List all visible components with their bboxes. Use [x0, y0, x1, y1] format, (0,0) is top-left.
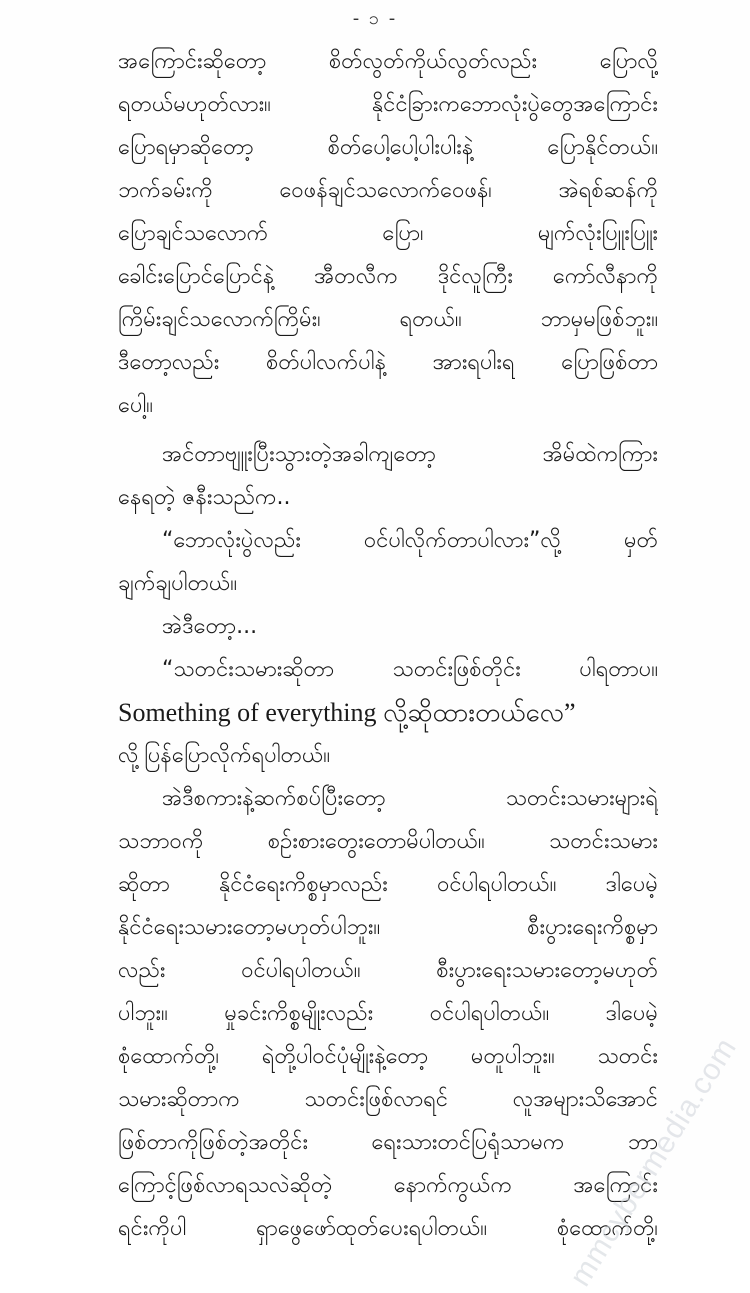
text-line: အဲဒီတော့...: [162, 614, 258, 639]
text-line: သဘာဝကို စဉ်းစားတွေးတောမိပါတယ်။ သတင်းသမား: [118, 829, 658, 854]
text-line: ကြိမ်းချင်သလောက်ကြိမ်း၊ ရတယ်။ ဘာမှမဖြစ်ဘူး။: [118, 307, 658, 332]
text-line: ရတယ်မဟုတ်လား။ နိုင်ငံခြားကဘောလုံးပွဲတွေအကြောင်း: [118, 92, 658, 117]
text-line: စုံထောက်တို့၊ ရဲတို့ပါဝင်ပုံမျိုးနဲ့တော့ မတူပါဘူး။ သတင်း: [118, 1044, 658, 1069]
text-line: နေရတဲ့ ဇနီးသည်က..: [118, 485, 291, 510]
watermark-logo: mmcybermedia.com: [563, 1031, 744, 1293]
text-line: “သတင်းသမားဆိုတာ သတင်းဖြစ်တိုင်း ပါရတာပ။: [162, 657, 658, 682]
text-line: ပြောချင်သလောက် ပြော၊ မျက်လုံးပြူးပြူး: [118, 221, 658, 246]
text-line: အကြောင်းဆိုတော့ စိတ်လွတ်ကိုယ်လွတ်လည်း ပြောလို့: [118, 49, 658, 74]
text-line: ရင်းကိုပါ ရှာဖွေဖော်ထုတ်ပေးရပါတယ်။ စုံထောက်တို့၊: [118, 1216, 658, 1241]
text-line: ကြောင့်ဖြစ်လာရသလဲဆိုတဲ့ နောက်ကွယ်က အကြောင်း: [118, 1173, 658, 1198]
text-line: ဖြစ်တာကိုဖြစ်တဲ့အတိုင်း ရေးသားတင်ပြရုံသာမက ဘာ: [118, 1130, 658, 1155]
text-line: လို့ပြန်ပြောလိုက်ရပါတယ်။: [118, 743, 331, 768]
text-line: လည်း ဝင်ပါရပါတယ်။ စီးပွားရေးသမားတော့မဟုတ်: [118, 958, 658, 983]
text-line: ပါဘူး။ မှုခင်းကိစ္စမျိုးလည်း ဝင်ပါရပါတယ်။ ဒါပေမဲ့: [118, 1001, 658, 1026]
text-line: သမားဆိုတာက သတင်းဖြစ်လာရင် လူအများသိအောင်: [118, 1087, 658, 1112]
text-line: အဲဒီစကားနဲ့ဆက်စပ်ပြီးတော့ သတင်းသမားများရဲ့: [162, 786, 658, 811]
text-line: ခေါင်းပြောင်ပြောင်နဲ့ အီတလီက ဒိုင်လူကြီး ကော်လီနာကို: [118, 264, 658, 289]
text-line: Something of everything လို့ဆိုထားတယ်လေ”: [118, 698, 576, 727]
page-number: - ၁ -: [352, 8, 398, 29]
text-line: ချက်ချပါတယ်။: [118, 571, 238, 596]
text-line: ပေါ့။: [118, 393, 153, 418]
text-line: ဆိုတာ နိုင်ငံရေးကိစ္စမှာလည်း ဝင်ပါရပါတယ်။ ဒါပေမဲ့: [118, 872, 658, 897]
text-line: အင်တာဗျူးပြီးသွားတဲ့အခါကျတော့ အိမ်ထဲကကြား: [162, 442, 658, 467]
text-line: ပြောရမှာဆိုတော့ စိတ်ပေါ့ပေါ့ပါးပါးနဲ့ ပြောနိုင်တယ်။: [118, 135, 658, 160]
text-line: နိုင်ငံရေးသမားတော့မဟုတ်ပါဘူး။ စီးပွားရေးကိစ္စမှာ: [118, 915, 658, 940]
text-line: ဒီတော့လည်း စိတ်ပါလက်ပါနဲ့ အားရပါးရ ပြောဖြစ်တာ: [118, 350, 658, 375]
body-text: [118, 40, 658, 1250]
text-line: “ဘောလုံးပွဲလည်း ဝင်ပါလိုက်တာပါလား”လို့ မှတ်: [162, 528, 658, 553]
text-line: ဘက်ခမ်းကို ဝေဖန်ချင်သလောက်ဝေဖန်၊ အဲရစ်ဆန်ကို: [118, 178, 658, 203]
